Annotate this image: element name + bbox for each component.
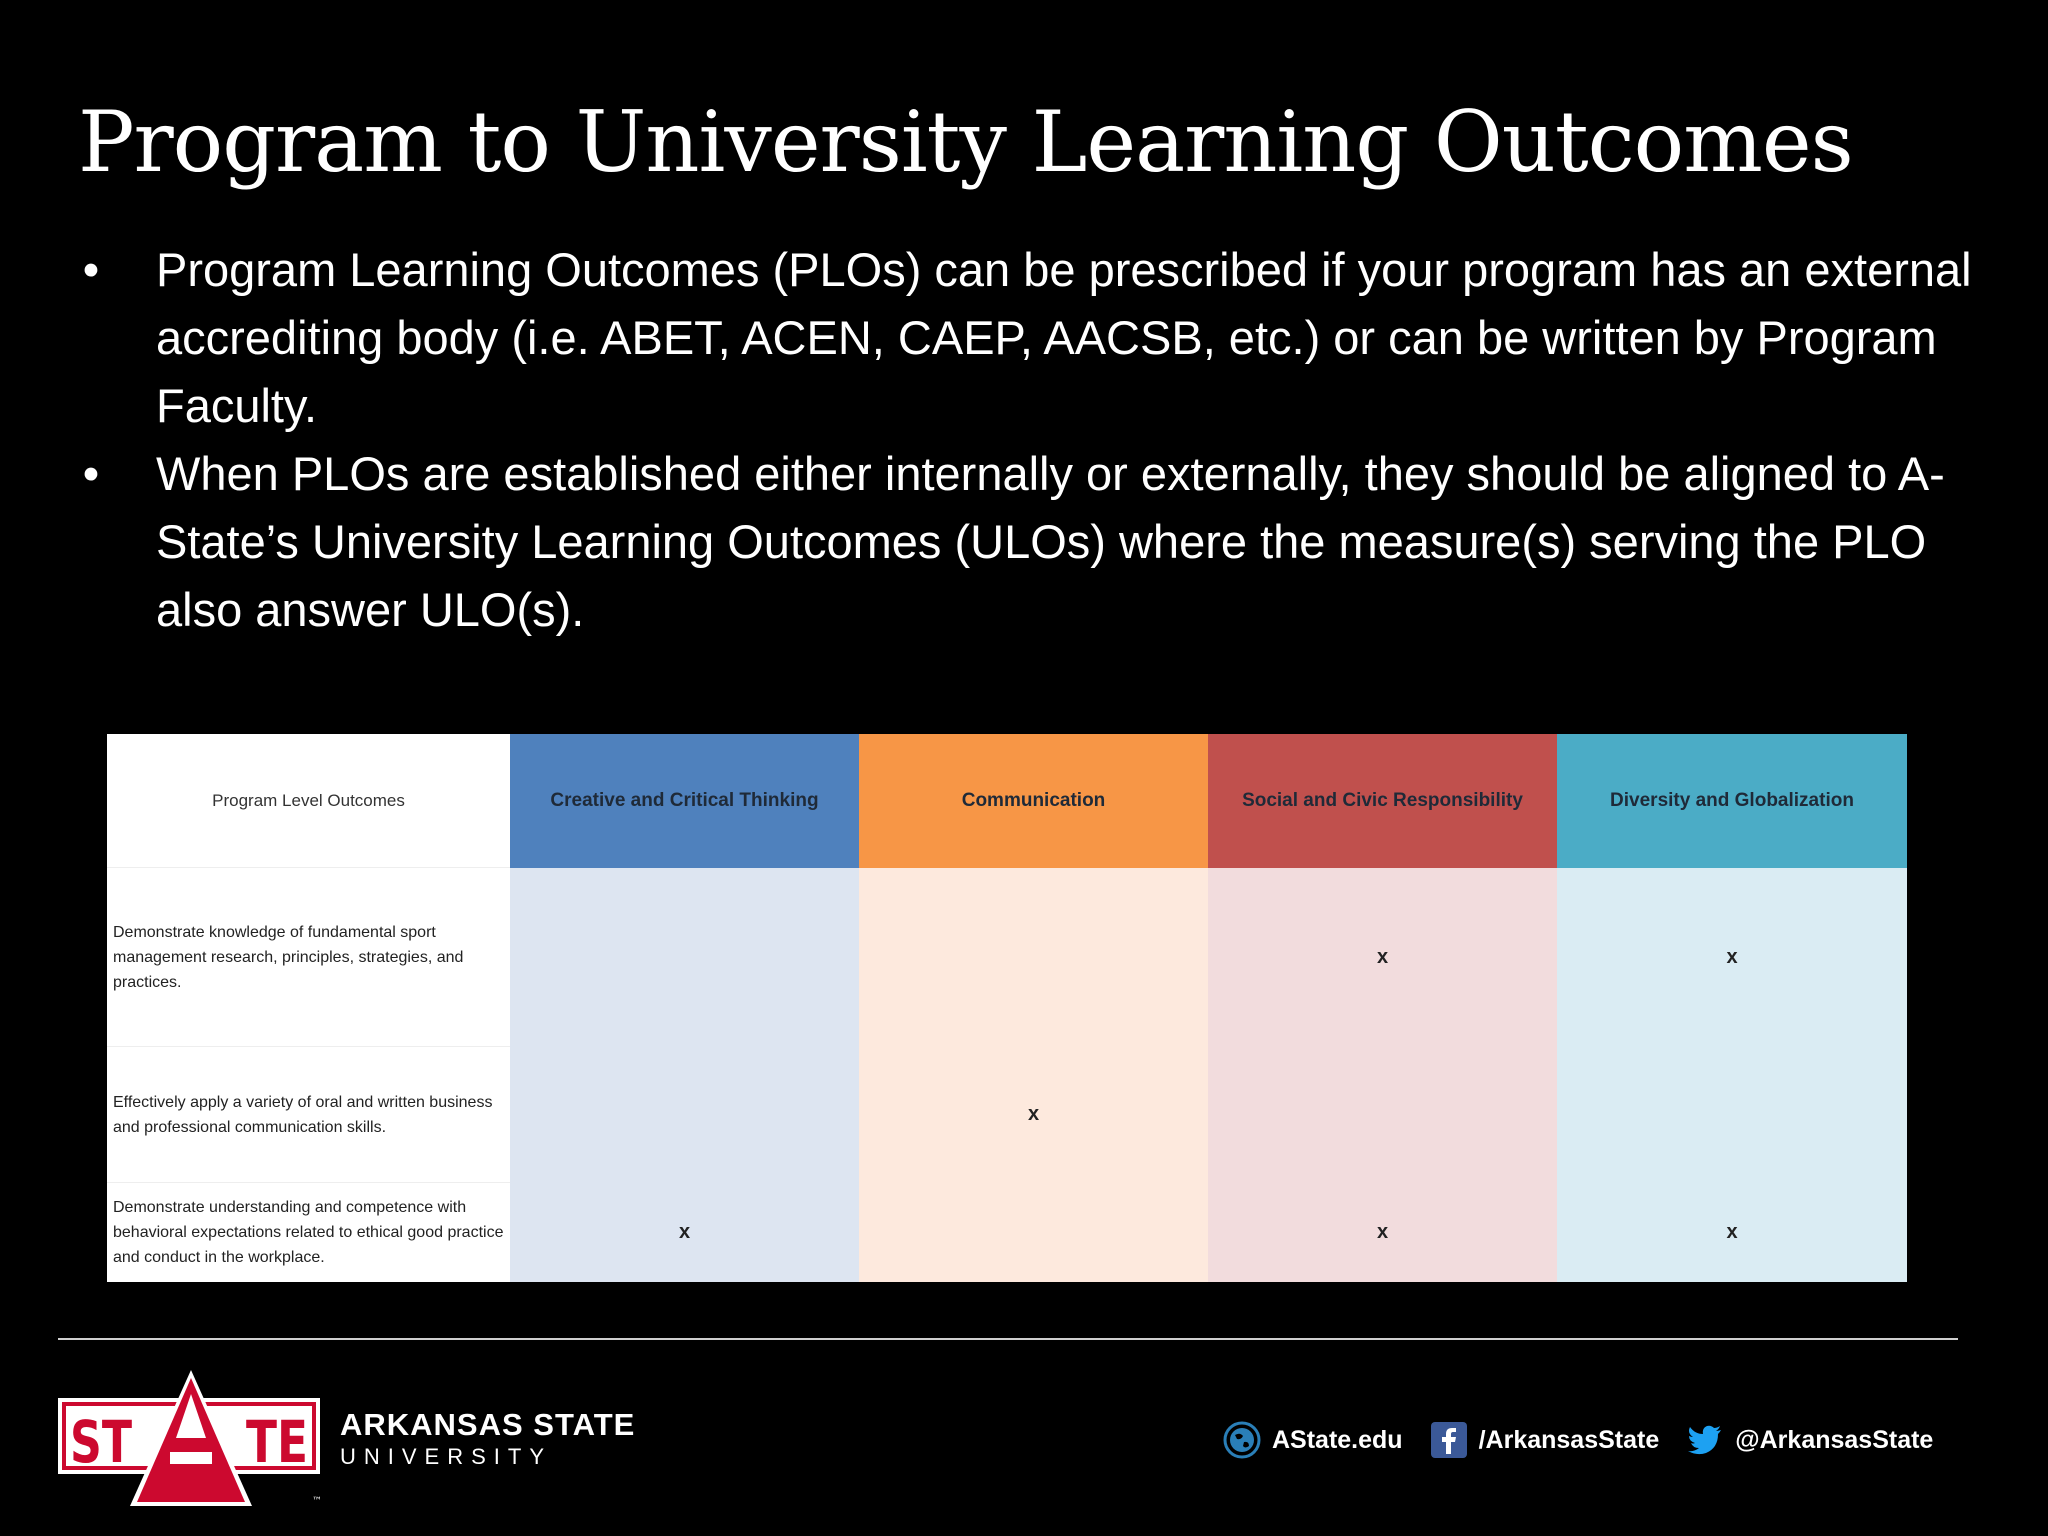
bullet-marker: • bbox=[82, 243, 100, 296]
website-link[interactable] bbox=[1222, 1420, 1403, 1460]
trademark-mark: ™ bbox=[312, 1496, 322, 1507]
alignment-mark: x bbox=[1557, 868, 1907, 1047]
alignment-mark bbox=[510, 1047, 859, 1183]
university-wordmark bbox=[340, 1408, 635, 1472]
header-creative-critical-thinking: Creative and Critical Thinking bbox=[510, 734, 859, 868]
facebook-icon bbox=[1429, 1420, 1469, 1460]
bullet-text: Program Learning Outcomes (PLOs) can be prescribed if your program has an external accrediting body (i.e. ABET, ACEN, CAEP, AACSB, etc.) or can be written by Program Faculty. bbox=[156, 243, 1972, 432]
globe-icon bbox=[1222, 1420, 1262, 1460]
outcomes-alignment-table bbox=[107, 734, 1907, 1282]
plo-text: Effectively apply a variety of oral and written business and professional communication skills. bbox=[107, 1047, 510, 1183]
alignment-mark bbox=[859, 1183, 1208, 1283]
bullet-text: When PLOs are established either internally or externally, they should be aligned to A-State’s University Learning Outcomes (ULOs) where the measure(s) serving the PLO also answer ULO(s). bbox=[156, 447, 1945, 636]
facebook-link[interactable] bbox=[1429, 1420, 1660, 1460]
table-header-row bbox=[107, 734, 1907, 868]
header-communication: Communication bbox=[859, 734, 1208, 868]
bullet-item bbox=[76, 236, 2006, 440]
bullet-marker: • bbox=[82, 447, 100, 500]
alignment-mark: x bbox=[510, 1183, 859, 1283]
table-row bbox=[107, 868, 1907, 1047]
table-row bbox=[107, 1183, 1907, 1283]
svg-text:TE: TE bbox=[246, 1408, 308, 1476]
header-program-level-outcomes: Program Level Outcomes bbox=[107, 734, 510, 868]
table-row bbox=[107, 1047, 1907, 1183]
footer-divider bbox=[58, 1338, 1958, 1340]
facebook-label: /ArkansasState bbox=[1478, 1425, 1660, 1454]
alignment-mark bbox=[1208, 1047, 1557, 1183]
plo-text: Demonstrate understanding and competence with behavioral expectations related to ethical good practice and conduct in the workplace. bbox=[107, 1183, 510, 1283]
university-name-line2: UNIVERSITY bbox=[340, 1444, 553, 1469]
astate-logo[interactable] bbox=[56, 1368, 326, 1508]
twitter-icon bbox=[1685, 1420, 1725, 1460]
bullet-list bbox=[76, 236, 2006, 644]
slide-title: Program to University Learning Outcomes bbox=[78, 93, 1853, 191]
alignment-mark: x bbox=[859, 1047, 1208, 1183]
svg-text:ST: ST bbox=[70, 1408, 133, 1476]
twitter-label: @ArkansasState bbox=[1735, 1425, 1934, 1454]
twitter-link[interactable] bbox=[1685, 1420, 1933, 1460]
bullet-item bbox=[76, 440, 2006, 644]
alignment-mark: x bbox=[1208, 1183, 1557, 1283]
alignment-mark: x bbox=[1557, 1183, 1907, 1283]
alignment-mark: x bbox=[1208, 868, 1557, 1047]
alignment-mark bbox=[510, 868, 859, 1047]
social-links bbox=[1222, 1420, 1933, 1460]
alignment-mark bbox=[1557, 1047, 1907, 1183]
header-diversity-globalization: Diversity and Globalization bbox=[1557, 734, 1907, 868]
university-name-line1: ARKANSAS STATE bbox=[340, 1407, 636, 1442]
header-social-civic-responsibility: Social and Civic Responsibility bbox=[1208, 734, 1557, 868]
alignment-mark bbox=[859, 868, 1208, 1047]
plo-text: Demonstrate knowledge of fundamental sport management research, principles, strategies, and practices. bbox=[107, 868, 510, 1047]
website-label: AState.edu bbox=[1272, 1425, 1403, 1454]
